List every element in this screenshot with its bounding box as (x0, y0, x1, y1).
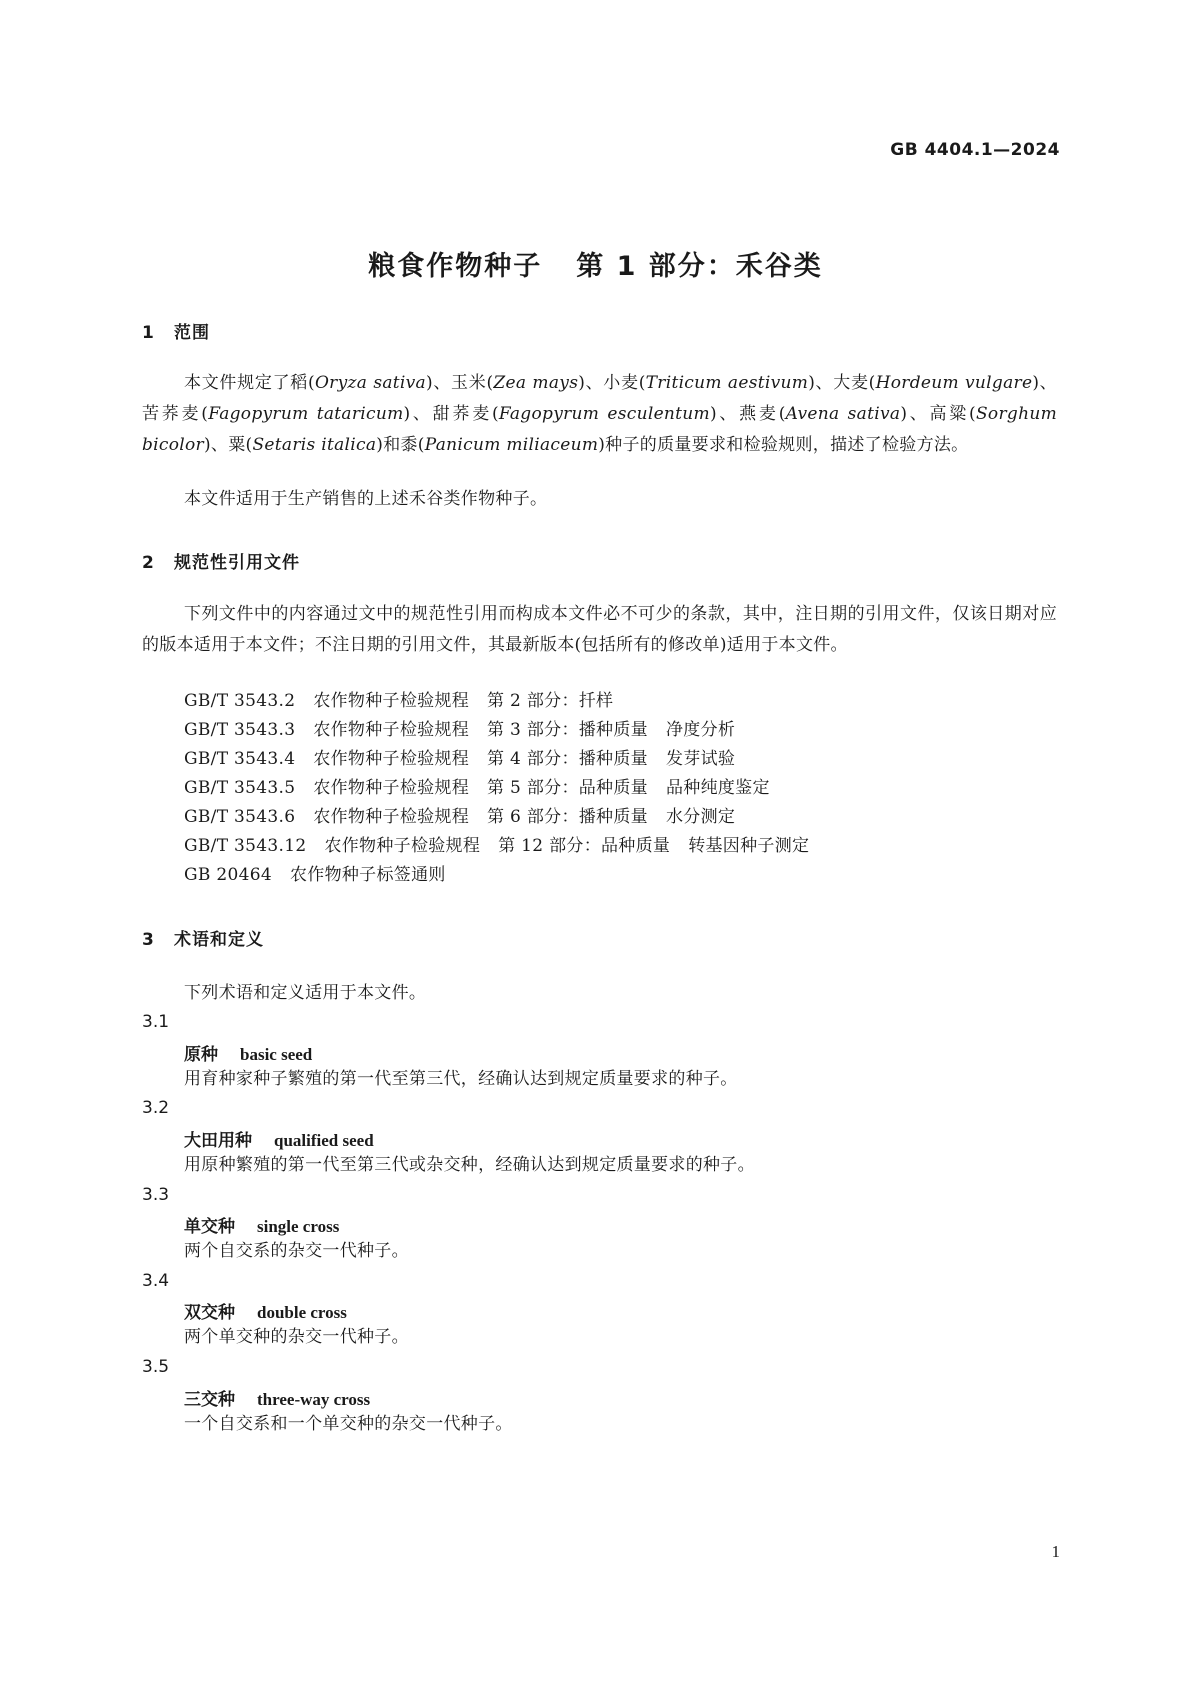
term-name: 单交种 single cross (184, 1217, 340, 1237)
reference-item: GB/T 3543.12 农作物种子检验规程 第 12 部分：品种质量 转基因种子测定 (184, 836, 810, 856)
scope-applicability-paragraph: 本文件适用于生产销售的上述禾谷类作物种子。 (184, 489, 548, 509)
term-name: 大田用种 qualified seed (184, 1131, 374, 1151)
section-title: 范围 (174, 323, 210, 343)
section-title: 规范性引用文件 (174, 553, 300, 573)
references-intro-paragraph: 下列文件中的内容通过文中的规范性引用而构成本文件必不可少的条款，其中，注日期的引用文件，仅该日期对应的版本适用于本文件；不注日期的引用文件，其最新版本(包括所有的修改单)适用于本文件。 (142, 604, 1057, 655)
section-number: 1 (142, 323, 155, 343)
section-number: 3 (142, 930, 155, 950)
document-code: GB 4404.1—2024 (890, 140, 1060, 160)
section-number: 2 (142, 553, 155, 573)
term-definition: 两个自交系的杂交一代种子。 (184, 1241, 409, 1261)
reference-item: GB/T 3543.4 农作物种子检验规程 第 4 部分：播种质量 发芽试验 (184, 749, 736, 769)
page-number: 1 (1051, 1542, 1060, 1561)
reference-item: GB 20464 农作物种子标签通则 (184, 865, 446, 885)
document-title (0, 244, 1191, 283)
term-name: 双交种 double cross (184, 1303, 347, 1323)
reference-item: GB/T 3543.5 农作物种子检验规程 第 5 部分：品种质量 品种纯度鉴定 (184, 778, 770, 798)
terms-intro: 下列术语和定义适用于本文件。 (184, 983, 427, 1003)
scope-paragraph: 本文件规定了稻(Oryza sativa)、玉米(Zea mays)、小麦(Triticum aestivum)、大麦(Hordeum vulgare)、苦荞麦(Fagopyrum tataricum)、甜荞麦(Fagopyrum esculentum)、燕麦(Avena sativa)、高粱(Sorghum bicolor)、粟(Setaris italica)和黍(Panicum miliaceum)种子的质量要求和检验规则，描述了检验方法。 (142, 373, 1057, 455)
term-number: 3.3 (142, 1185, 170, 1205)
section-heading-normative-references (142, 548, 300, 573)
term-definition: 用育种家种子繁殖的第一代至第三代，经确认达到规定质量要求的种子。 (184, 1069, 738, 1089)
term-number: 3.5 (142, 1357, 170, 1377)
term-name: 三交种 three-way cross (184, 1390, 371, 1410)
term-definition: 用原种繁殖的第一代至第三代或杂交种，经确认达到规定质量要求的种子。 (184, 1155, 755, 1175)
section-heading-terms (142, 925, 264, 950)
term-number: 3.2 (142, 1098, 170, 1118)
section-title: 术语和定义 (174, 930, 264, 950)
term-definition: 两个单交种的杂交一代种子。 (184, 1327, 409, 1347)
term-number: 3.4 (142, 1271, 170, 1291)
section-heading-scope (142, 318, 210, 343)
term-number: 3.1 (142, 1012, 170, 1032)
reference-item: GB/T 3543.3 农作物种子检验规程 第 3 部分：播种质量 净度分析 (184, 720, 736, 740)
term-definition: 一个自交系和一个单交种的杂交一代种子。 (184, 1414, 513, 1434)
reference-item: GB/T 3543.2 农作物种子检验规程 第 2 部分：扦样 (184, 691, 614, 711)
reference-item: GB/T 3543.6 农作物种子检验规程 第 6 部分：播种质量 水分测定 (184, 807, 736, 827)
title-part: 第 1 部分：禾谷类 (576, 251, 823, 282)
term-name: 原种 basic seed (184, 1045, 313, 1065)
title-main: 粮食作物种子 (368, 251, 543, 282)
